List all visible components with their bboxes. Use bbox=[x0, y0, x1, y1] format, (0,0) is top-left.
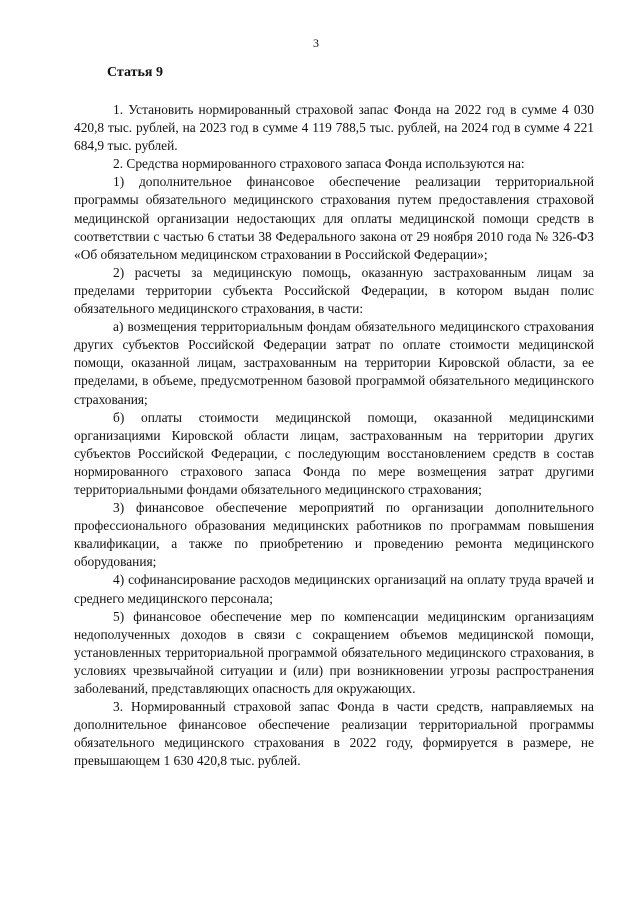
paragraph-1: 1. Установить нормированный страховой запас Фонда на 2022 год в сумме 4 030 420,8 тыс. рублей, на 2023 год в сумме 4 119 788,5 тыс. рублей, на 2024 год в сумме 4 221 684,9 тыс. рублей. bbox=[74, 102, 594, 154]
page-number: 3 bbox=[313, 36, 319, 50]
paragraph-2-item-4: 4) софинансирование расходов медицинских организаций на оплату труда врачей и среднего медицинского персонала; bbox=[74, 572, 594, 606]
paragraph-2-item-3: 3) финансовое обеспечение мероприятий по организации дополнительного профессионального образования медицинских работников по программам повышения квалификации, а также по приобретению и проведению ремонта медицинского оборудования; bbox=[74, 500, 594, 570]
paragraph-2-item-1: 1) дополнительное финансовое обеспечение реализации территориальной программы обязательного медицинского страхования путем предоставления страховой медицинской организации недостающих для оплаты медицинской помощи средств в соответствии с частью 6 статьи 38 Федерального закона от 29 ноября 2010 года № 326-ФЗ «Об обязательном медицинском страховании в Российской Федерации»; bbox=[74, 174, 594, 262]
paragraph-2-item-5: 5) финансовое обеспечение мер по компенсации медицинским организациям недополученных доходов в связи с сокращением объемов медицинской помощи, установленных территориальной программой обязательного медицинского страхования, в условиях чрезвычайной ситуации и (или) при возникновении угрозы распространения заболеваний, представляющих опасность для окружающих. bbox=[74, 608, 594, 696]
paragraph-2-item-2-b: б) оплаты стоимости медицинской помощи, оказанной медицинскими организациями Кировской области лицам, застрахованным на территории других субъектов Российской Федерации, с последующим восстановлением средств в состав нормированного страхового запаса Фонда по мере возмещения затрат другими территориальными фондами обязательного медицинского страхования; bbox=[74, 409, 594, 497]
paragraph-3: 3. Нормированный страховой запас Фонда в части средств, направляемых на дополнительное финансовое обеспечение реализации территориальной программы обязательного медицинского страхования в 2022 году, формируется в размере, не превышающем 1 630 420,8 тыс. рублей. bbox=[74, 699, 594, 769]
paragraph-2-item-2: 2) расчеты за медицинскую помощь, оказанную застрахованным лицам за пределами территории субъекта Российской Федерации, в котором выдан полис обязательного медицинского страхования, в части: bbox=[74, 264, 594, 317]
paragraph-2: 2. Средства нормированного страхового запаса Фонда используются на: bbox=[113, 156, 525, 172]
paragraph-2-item-2-a: а) возмещения территориальным фондам обязательного медицинского страхования других субъектов Российской Федерации затрат по оплате стоимости медицинской помощи, оказанной лицам, застрахованным на территории Кировской области, за ее пределами, в объеме, предусмотренном базовой программой обязательного медицинского страхования; bbox=[74, 319, 594, 407]
article-title: Статья 9 bbox=[107, 65, 163, 80]
article-body bbox=[74, 101, 594, 770]
